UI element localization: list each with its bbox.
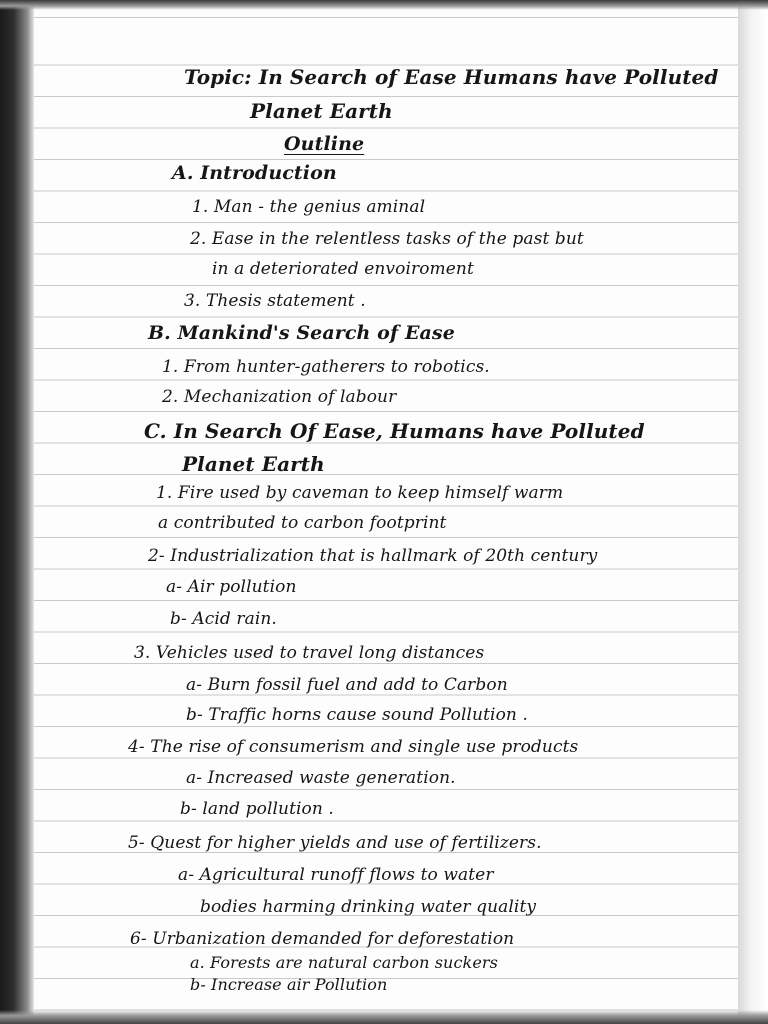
outline-item: 2. Ease in the relentless tasks of the past but xyxy=(190,229,584,249)
outline-item: a- Increased waste generation. xyxy=(186,768,456,788)
outline-item: b- Increase air Pollution xyxy=(190,975,388,994)
outline-item: 2. Mechanization of labour xyxy=(162,387,397,407)
outline-item: a. Forests are natural carbon suckers xyxy=(190,953,498,972)
topic-line-2: Planet Earth xyxy=(250,99,393,123)
section-c-heading-cont: Planet Earth xyxy=(182,452,325,476)
page-shadow-bottom xyxy=(0,1010,768,1024)
outline-item: bodies harming drinking water quality xyxy=(200,897,537,917)
outline-item: a- Agricultural runoff flows to water xyxy=(178,865,494,885)
outline-item: b- Acid rain. xyxy=(170,609,277,629)
section-a-heading: A. Introduction xyxy=(172,162,337,184)
outline-item: 1. From hunter-gatherers to robotics. xyxy=(162,357,490,377)
outline-heading: Outline xyxy=(284,133,365,155)
section-b-heading: B. Mankind's Search of Ease xyxy=(148,322,455,344)
outline-item: 1. Man - the genius aminal xyxy=(192,197,426,217)
topic-line-1: Topic: In Search of Ease Humans have Polluted xyxy=(184,65,719,89)
outline-item: 1. Fire used by caveman to keep himself warm xyxy=(156,483,564,503)
outline-item: 3. Vehicles used to travel long distances xyxy=(134,643,485,663)
outline-item: a- Burn fossil fuel and add to Carbon xyxy=(186,675,508,695)
outline-item: a- Air pollution xyxy=(166,577,297,597)
outline-item: 5- Quest for higher yields and use of fertilizers. xyxy=(128,833,542,853)
page-shadow-left xyxy=(0,0,34,1024)
page-shadow-top xyxy=(0,0,768,10)
page-edge-right xyxy=(738,0,768,1024)
outline-item: b- Traffic horns cause sound Pollution . xyxy=(186,705,528,725)
outline-item: 3. Thesis statement . xyxy=(184,291,366,311)
outline-item: b- land pollution . xyxy=(180,799,334,819)
outline-item: in a deteriorated envoiroment xyxy=(212,259,474,279)
outline-item: 6- Urbanization demanded for deforestation xyxy=(130,929,515,949)
outline-item: 2- Industrialization that is hallmark of 20th century xyxy=(148,546,598,566)
section-c-heading: C. In Search Of Ease, Humans have Polluted xyxy=(144,419,645,443)
outline-item: 4- The rise of consumerism and single use products xyxy=(128,737,579,757)
outline-item: a contributed to carbon footprint xyxy=(158,513,447,533)
